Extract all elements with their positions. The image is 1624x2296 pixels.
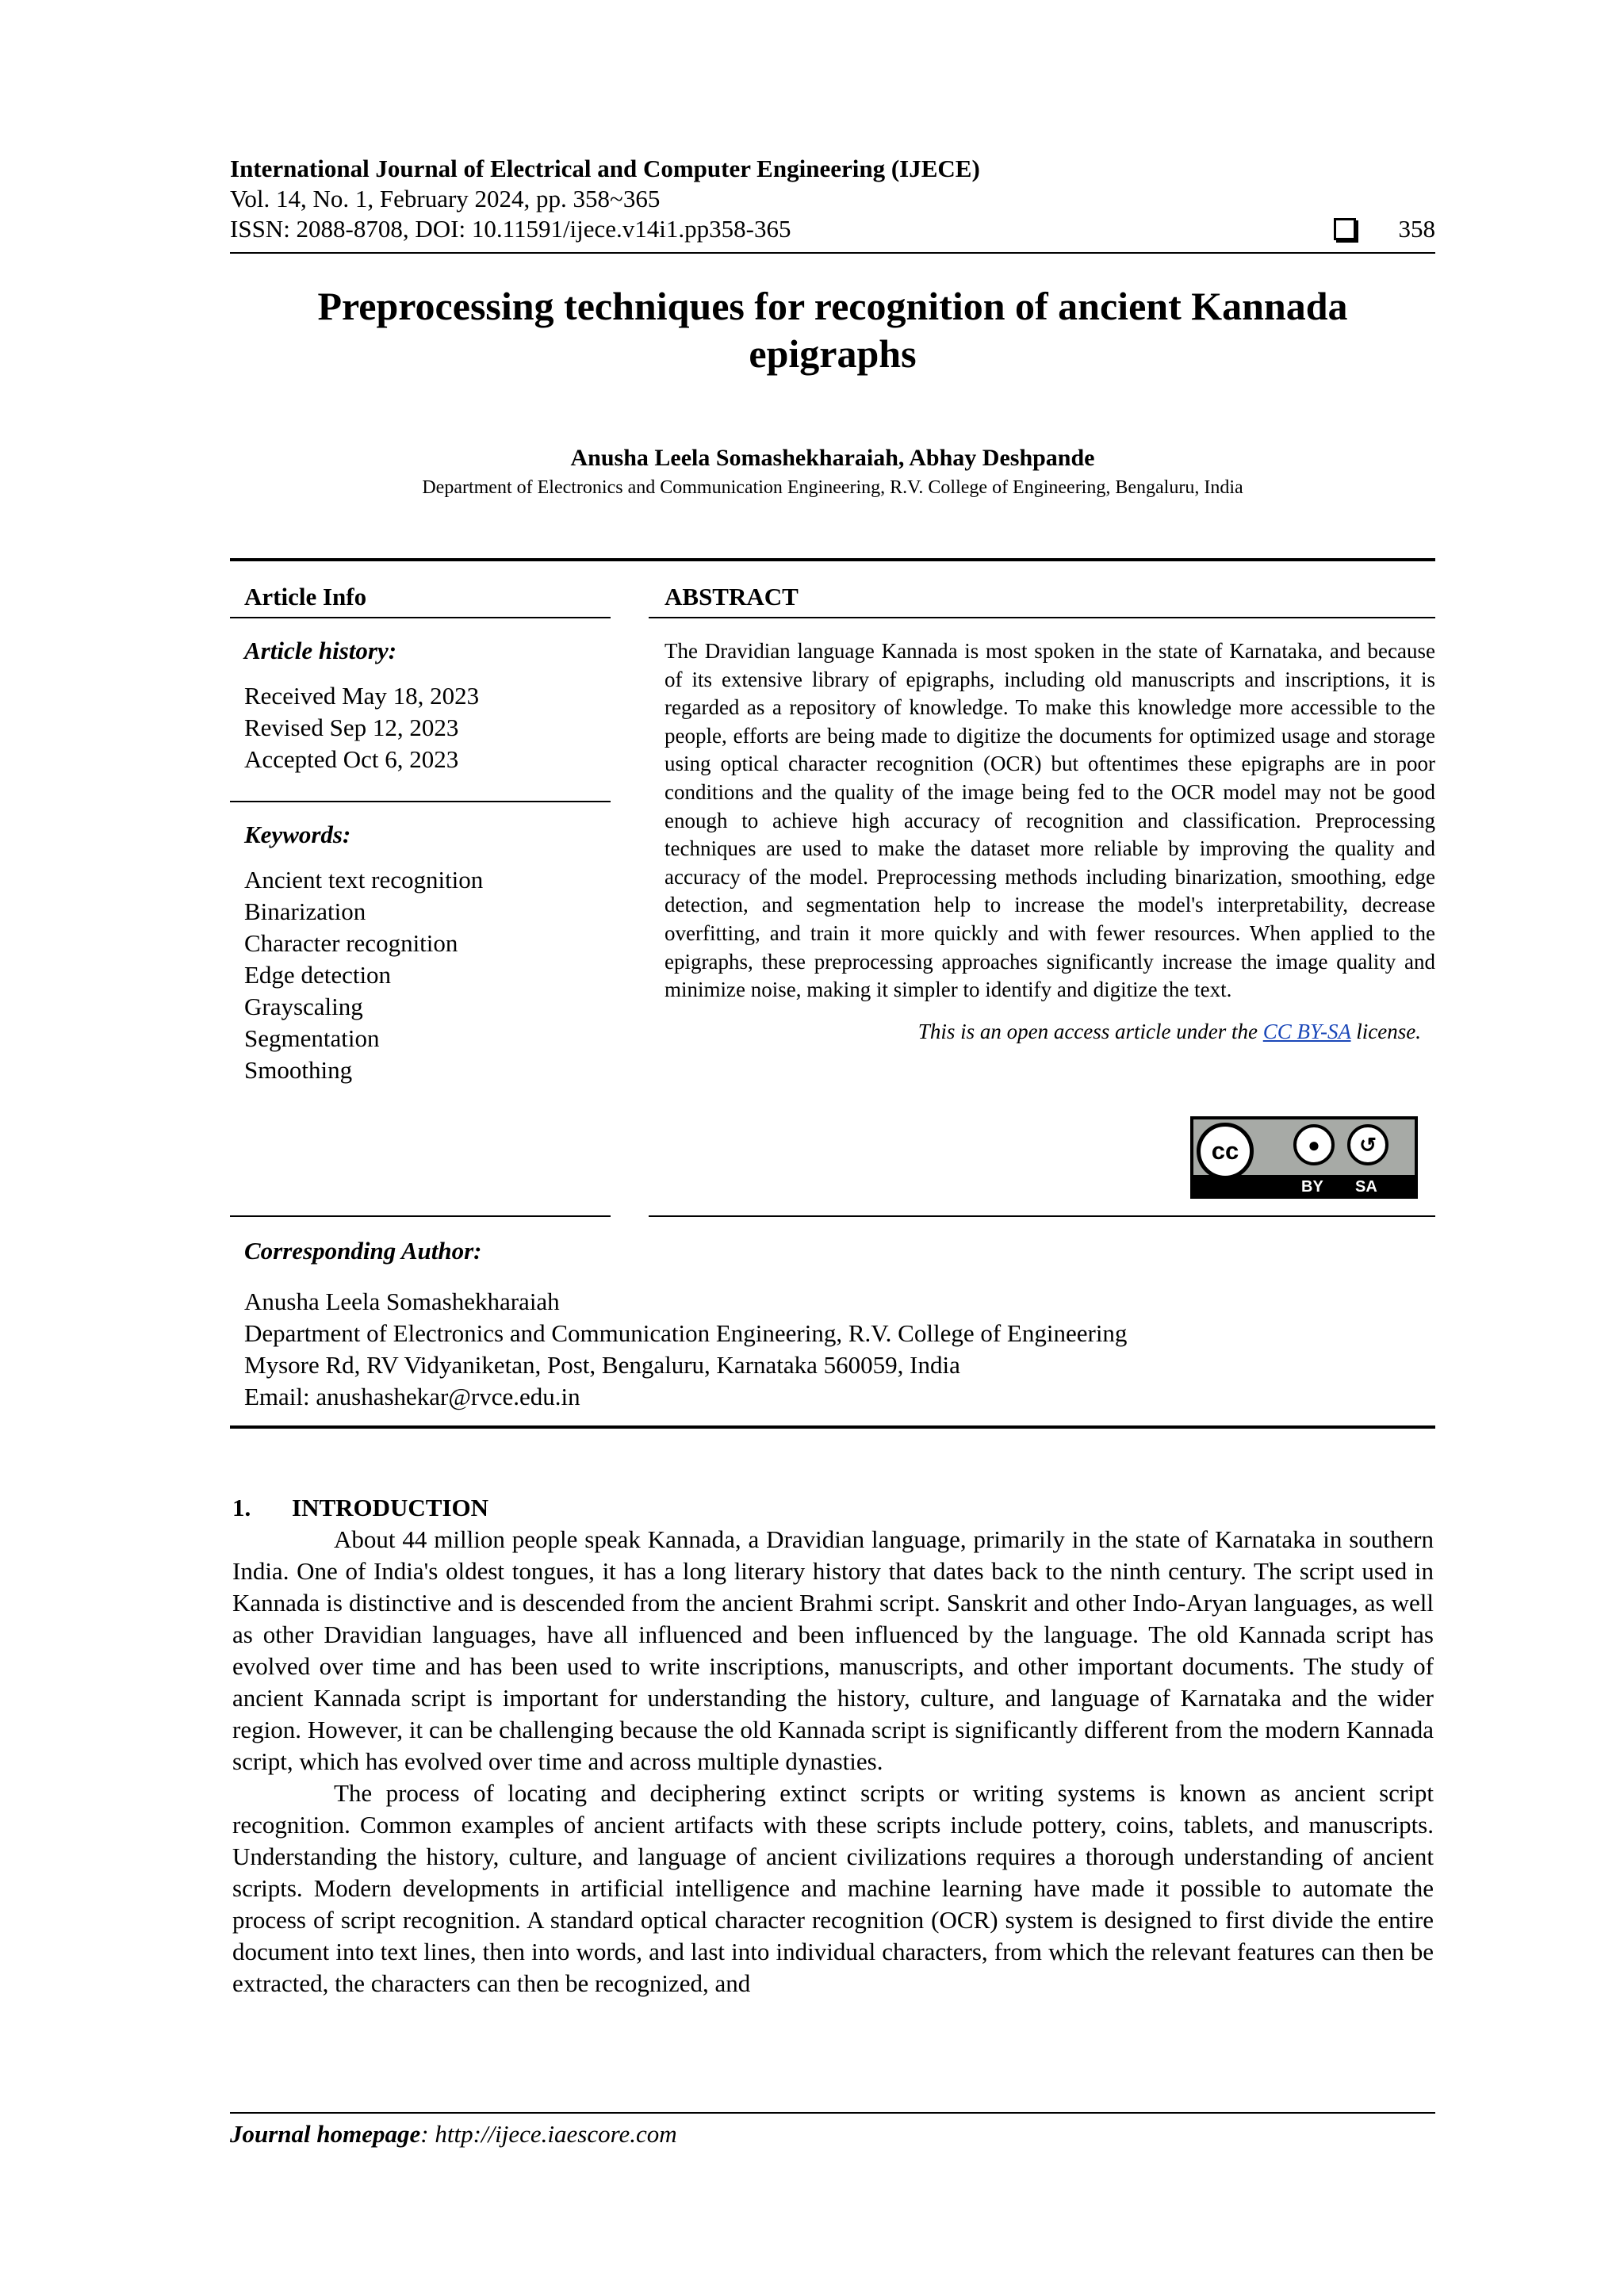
author-affiliation: Department of Electronics and Communication Engineering, R.V. College of Engineering, Bengaluru, India [422,477,1243,498]
keyword-item: Grayscaling [244,993,363,1020]
right-bottom-rule [649,1215,1435,1217]
keyword-item: Character recognition [244,929,458,957]
journal-issn-doi: ISSN: 2088-8708, DOI: 10.11591/ijece.v14i1.pp358-365 [230,215,791,243]
abstract-text: The Dravidian language Kannada is most spoken in the state of Karnataka, and because of its extensive library of epigraphs, including old manuscripts and inscriptions, it is regarded as a repository of knowledge. To make this knowledge more accessible to the people, efforts are being made to digitize the documents for optimized usage and storage using optical character recognition (OCR) but oftentimes these epigraphs are in poor conditions and the quality of the image being fed to the OCR model may not be good enough to achieve high accuracy of recognition and classification. Preprocessing techniques are used to make the dataset more reliable by improving the quality and accuracy of the model. Preprocessing methods including binarization, smoothing, edge detection, and segmentation help to increase the model's interpretability, decrease overfitting, and train it more quickly and with fewer resources. When applied to the epigraphs, these preprocessing approaches significantly increase the image quality and minimize noise, making it simpler to identify and digitize the text. [665,639,1435,1002]
journal-footer [230,2119,677,2149]
left-bottom-rule [230,1215,611,1217]
keyword-item: Ancient text recognition [244,866,484,894]
history-accepted: Accepted Oct 6, 2023 [244,745,459,773]
corresponding-author-address: Mysore Rd, RV Vidyaniketan, Post, Bengaluru, Karnataka 560059, India [244,1351,960,1379]
corresponding-author-heading: Corresponding Author: [244,1237,482,1265]
history-received: Received May 18, 2023 [244,682,480,710]
article-info-rule [230,617,611,618]
license-prefix: This is an open access article under the [917,1019,1263,1043]
intro-paragraph: About 44 million people speak Kannada, a Dravidian language, primarily in the state of Karnataka in southern India. One of India's oldest tongues, it has a long literary history that dates back to the ninth century. The script used in Kannada is distinctive and is descended from the ancient Brahmi script. Sanskrit and other Indo-Aryan languages, as well as other Dravidian languages, have all influenced and been influenced by the language. The old Kannada script has evolved over time and has been used to write inscriptions, manuscripts, and other important documents. The study of ancient Kannada script is important for understanding the history, culture, and language of Karnataka and the wider region. However, it can be challenging because the old Kannada script is significantly different from the modern Kannada script, which has evolved over time and across multiple dynasties. [232,1525,1434,1775]
keyword-item: Smoothing [244,1056,353,1084]
cc-by-sa-badge [1190,1116,1418,1199]
section-number: 1. [232,1494,251,1521]
journal-volume: Vol. 14, No. 1, February 2024, pp. 358~365 [230,185,661,212]
article-info-column [230,582,611,1086]
keywords-list [230,864,611,1086]
corresponding-author-department: Department of Electronics and Communication Engineering, R.V. College of Engineering [244,1319,1128,1347]
cc-text: cc [1211,1137,1239,1165]
article-history-list [230,680,611,775]
paper-authors: Anusha Leela Somashekharaiah, Abhay Deshpande [570,445,1095,471]
keywords-rule [230,801,611,802]
header-rule [230,252,1435,254]
keyword-item: Binarization [244,897,366,925]
license-statement [649,1017,1435,1046]
keyword-item: Segmentation [244,1024,380,1052]
by-label: BY [1301,1178,1323,1196]
top-frame-rule [230,558,1435,561]
abstract-column [649,582,1435,1046]
section-heading [232,1492,1434,1524]
bottom-frame-rule [230,1425,1435,1429]
journal-header [230,154,1435,244]
introduction-section [232,1492,1434,1999]
journal-homepage-url[interactable]: : http://ijece.iaescore.com [420,2120,677,2148]
corresponding-author-name: Anusha Leela Somashekharaiah [244,1288,560,1315]
cc-by-sa-link[interactable]: CC BY-SA [1262,1019,1351,1043]
attribution-person-icon: ● [1293,1124,1335,1165]
intro-paragraph: The process of locating and deciphering extinct scripts or writing systems is known as ancient script recognition. Common examples of ancient artifacts with these scripts include pottery, coins, tablets, and manuscripts. Understanding the history, culture, and language of ancient civilizations requires a thorough understanding of ancient scripts. Modern developments in artificial intelligence and machine learning have made it possible to automate the process of script recognition. A standard optical character recognition (OCR) system is designed to first divide the entire document into text lines, then into words, and last into individual characters, from which the relevant features can then be extracted, the characters can then be recognized, and [232,1779,1434,1997]
corresponding-author-email: Email: anushashekar@rvce.edu.in [244,1383,580,1410]
footer-rule [230,2112,1435,2114]
cc-icon [1197,1123,1254,1180]
footer-label: Journal homepage [230,2120,421,2148]
corresponding-author [244,1235,1434,1413]
article-history-heading: Article history: [244,637,397,664]
keyword-item: Edge detection [244,961,392,989]
history-revised: Revised Sep 12, 2023 [244,714,459,741]
journal-name: International Journal of Electrical and Computer Engineering (IJECE) [230,155,980,182]
abstract-rule [649,617,1435,618]
keywords-heading: Keywords: [244,821,351,848]
paper-title: Preprocessing techniques for recognition of ancient Kannada epigraphs [317,284,1348,376]
article-info-heading: Article Info [244,583,367,610]
page-number: 358 [1398,215,1435,243]
section-title: INTRODUCTION [292,1494,489,1521]
license-suffix: license. [1350,1019,1421,1043]
square-bullet-icon [1334,218,1356,240]
sa-label: SA [1355,1178,1377,1196]
share-alike-icon: ↺ [1347,1124,1388,1165]
abstract-heading: ABSTRACT [665,583,799,610]
